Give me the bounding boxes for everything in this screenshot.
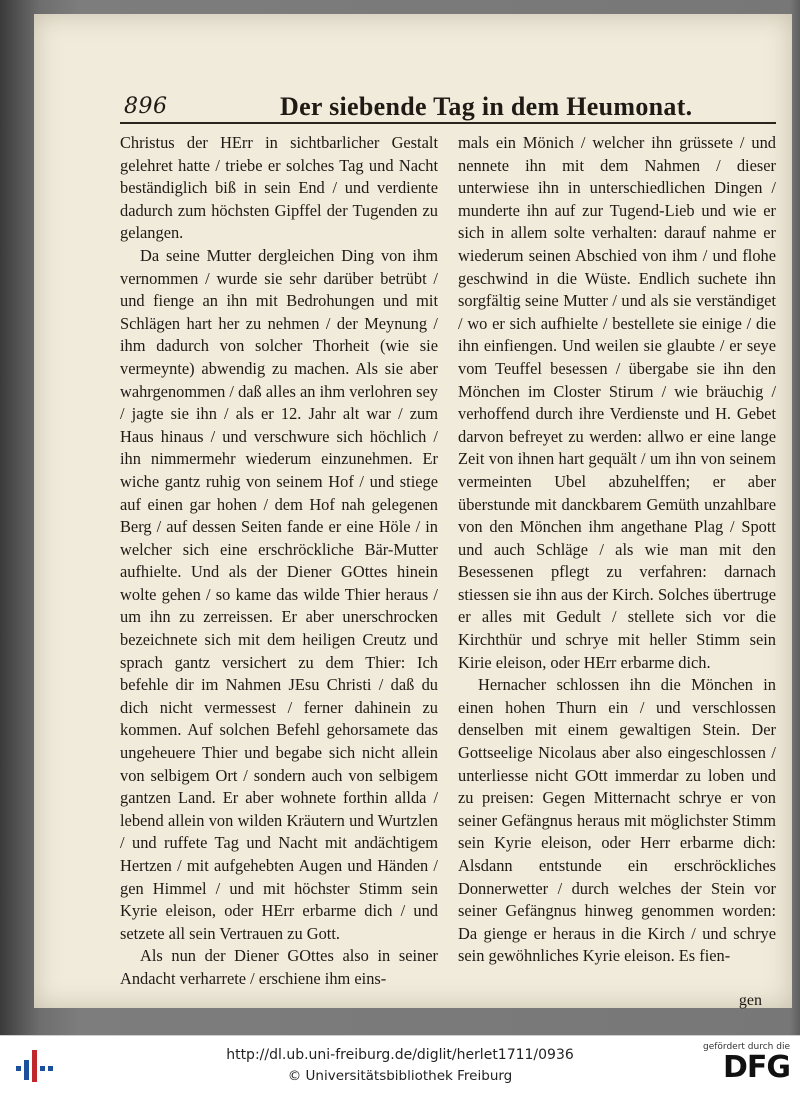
catchword: gen <box>738 992 762 1009</box>
dfg-logo-text: DFG <box>722 1050 790 1085</box>
page-number: 896 <box>124 94 168 119</box>
paragraph: Da seine Mutter dergleichen Ding von ihm vernommen / wurde sie sehr darüber betrübt / und fienge an ihn mit Bedrohungen und mit Schlägen hart her zu nehmen / der Meynung / ihm dadurch von solcher Thorheit (wie sie vermeynte) abwendig zu machen. Als sie aber wahrgenommen / daß alles an ihm verlohren sey / jagte sie ihn / als er 12. Jahr alt war / zum Haus hinaus / und verschwure sich höchlich / ihn nimmermehr wiederum einzunehmen. Er wiche gantz ruhig von seinem Hof / und stiege auf einen gar hohen / dem Hof nah gelegenen Berg / auf dessen Seiten fande er eine Höle / in welcher sich eine erschröckliche Bär-Mutter aufhielte. Und als der Diener GOttes hinein wolte gehen / so kame das wilde Thier heraus / um ihn zu zerreissen. Er aber unerschrocken bezeichnete sich mit dem heiligen Creutz und sprach gantz versichert zu dem Thier: Ich befehle dir im Nahmen JEsu Christi / daß du dich nicht vermessest / ferner dahinein zu kommen. Auf solchen Befehl gehorsamete das ungeheuere Thier und begabe sich nicht allein von selbigem Ort / sondern auch von selbigem gantzen Land. Er aber wohnete forthin allda / lebend allein von wilden Kräutern und Wurtzlen / und ruffete Tag und Nacht mit andächtigem Hertzen / mit aufgehebten Augen und Händen / gen Himmel / und mit höchster Stimm sein Kyrie eleison, oder HErr erbarme dich / und setzete all sein Vertrauen zu Gott. <box>120 245 438 943</box>
left-column <box>120 132 438 991</box>
right-column <box>458 132 776 968</box>
document-url[interactable]: http://dl.ub.uni-freiburg.de/diglit/herlet1711/0936 <box>226 1047 574 1063</box>
viewer-footer <box>0 1035 800 1094</box>
sponsor-caption: gefördert durch die <box>703 1042 790 1052</box>
book-page <box>34 14 792 1008</box>
running-head <box>120 88 776 124</box>
paragraph: Christus der HErr in sichtbarlicher Gestalt gelehret hatte / triebe er solches Tag und Nacht beständiglich biß in sein End / und verdiente dadurch zum höchsten Gipffel der Tugenden zu gelangen. <box>120 133 438 243</box>
copyright-notice: © Universitätsbibliothek Freiburg <box>287 1068 513 1084</box>
paragraph: Als nun der Diener GOttes also in seiner Andacht verharrete / erschiene ihm eins- <box>120 946 438 988</box>
running-title: Der siebende Tag in dem Heumonat. <box>280 92 693 121</box>
dfg-logo[interactable] <box>700 1042 790 1090</box>
paragraph: Hernacher schlossen ihn die Mönchen in einen hohen Thurn ein / und verschlossen denselben mit einem gewaltigen Stein. Der Gottseelige Nicolaus aber also eingeschlossen / unterliesse nicht GOtt immerdar zu loben und zu preisen: Gegen Mitternacht schrye er von seiner Gefängnus heraus mit möglichster Stimm sein Kyrie eleison, oder Herr erbarme dich: Alsdann entstunde ein erschröckliches Donnerwetter / durch welches der Stein vor seiner Gefängnus hinweg genommen worden: Da gienge er heraus in die Kirch / und schrye sein gewöhnliches Kyrie eleison. Es fien- <box>458 675 776 966</box>
page-content <box>120 88 776 1009</box>
paragraph: mals ein Mönich / welcher ihn grüssete / und nennete ihn mit dem Nahmen / dieser unterwiese ihn in unterschiedlichen Dingen / munderte ihn auf zur Tugend-Lieb und wie er sich in allem solte verhalten: darauf nahme er wiederum seinen Abschied von ihm / und flohe geschwind in die Wüste. Endlich suchete ihn sorgfältig seine Mutter / und als sie verständiget / wo er sich aufhielte / bestellete sie einige / die ihn einfiengen. Und weilen sie glaubte / er seye vom Teuffel besessen / übergabe sie ihn den Mönchen im Closter Stirum / wie bräuchig / verhoffend durch ihre Verdienste und H. Gebet darvon befreyet zu werden: allwo er eine lange Zeit von ihnen hart gequält / um ihn von seinem vermeinten Ubel abzuhelffen; er aber überstunde mit danckbarem Gemüth unzahlbare von den Mönchen ihm angethane Plag / Spott und auch Schläge / als wie man mit den Besessenen pflegt zu verfahren: darnach stiessen sie ihn aus der Kirch. Solches übertruge er alles mit Gedult / stellete sich vor die Kirchthür und schrye mit heller Stimm sein Kirie eleison, oder HErr erbarme dich. <box>458 133 776 672</box>
